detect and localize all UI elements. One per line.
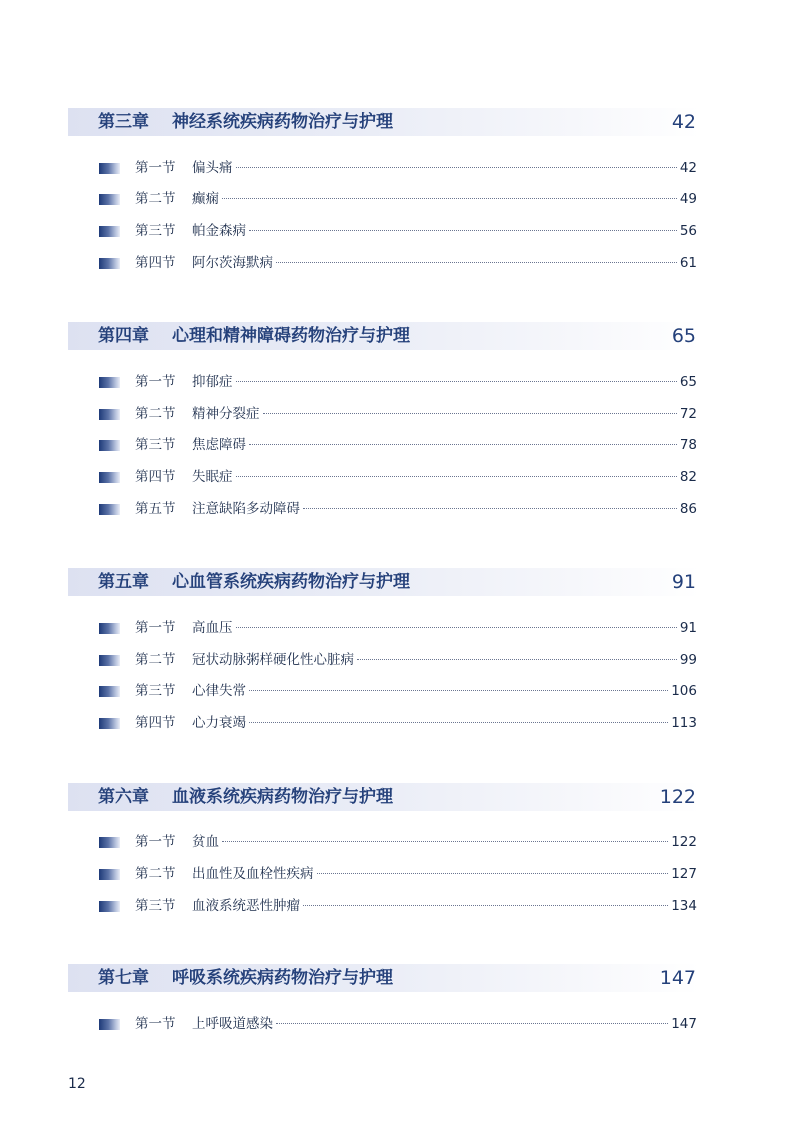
section-row xyxy=(192,372,697,392)
section-page: 49 xyxy=(679,191,697,207)
section-page: 72 xyxy=(679,406,697,422)
section-number: 第三节 xyxy=(135,223,176,239)
section-marker-icon xyxy=(99,409,120,420)
section-title: 冠状动脉粥样硬化性心脏病 xyxy=(192,652,354,668)
section-number: 第五节 xyxy=(135,501,176,517)
section-marker-icon xyxy=(99,226,120,237)
section-title: 偏头痛 xyxy=(192,160,233,176)
section-marker-icon xyxy=(99,472,120,483)
section-marker-icon xyxy=(99,718,120,729)
dot-leader xyxy=(236,627,677,628)
section-marker-icon xyxy=(99,901,120,912)
section-page: 86 xyxy=(679,501,697,517)
chapter-page: 42 xyxy=(671,111,696,133)
dot-leader xyxy=(357,659,677,660)
section-marker-icon xyxy=(99,686,120,697)
section-number: 第四节 xyxy=(135,469,176,485)
chapter-page: 91 xyxy=(671,571,696,593)
dot-leader xyxy=(236,167,677,168)
section-title: 上呼吸道感染 xyxy=(192,1016,273,1032)
section-page: 122 xyxy=(671,834,697,850)
section-marker-icon xyxy=(99,1019,120,1030)
section-number: 第三节 xyxy=(135,683,176,699)
section-marker-icon xyxy=(99,655,120,666)
section-marker-icon xyxy=(99,837,120,848)
section-entry[interactable] xyxy=(0,681,800,701)
dot-leader xyxy=(249,690,668,691)
chapter-number: 第三章 xyxy=(98,112,149,132)
chapter-title: 神经系统疾病药物治疗与护理 xyxy=(172,112,393,132)
section-row xyxy=(192,404,697,424)
section-page: 82 xyxy=(679,469,697,485)
section-entry[interactable] xyxy=(0,832,800,852)
section-page: 147 xyxy=(671,1016,697,1032)
section-entry[interactable] xyxy=(0,372,800,392)
section-title: 焦虑障碍 xyxy=(192,437,246,453)
section-title: 注意缺陷多动障碍 xyxy=(192,501,300,517)
section-row xyxy=(192,158,697,178)
section-page: 65 xyxy=(679,374,697,390)
section-number: 第一节 xyxy=(135,620,176,636)
dot-leader xyxy=(317,873,669,874)
section-row xyxy=(192,1014,697,1034)
section-row xyxy=(192,253,697,273)
section-number: 第一节 xyxy=(135,834,176,850)
chapter-page: 147 xyxy=(659,967,696,989)
section-row xyxy=(192,221,697,241)
dot-leader xyxy=(276,262,677,263)
dot-leader xyxy=(303,508,677,509)
chapter-number: 第四章 xyxy=(98,326,149,346)
section-entry[interactable] xyxy=(0,618,800,638)
section-page: 78 xyxy=(679,437,697,453)
section-entry[interactable] xyxy=(0,189,800,209)
section-row xyxy=(192,713,697,733)
section-page: 106 xyxy=(671,683,697,699)
chapter-number: 第五章 xyxy=(98,572,149,592)
section-entry[interactable] xyxy=(0,1014,800,1034)
section-title: 抑郁症 xyxy=(192,374,233,390)
dot-leader xyxy=(249,722,668,723)
section-row xyxy=(192,499,697,519)
section-marker-icon xyxy=(99,258,120,269)
section-entry[interactable] xyxy=(0,713,800,733)
section-number: 第二节 xyxy=(135,652,176,668)
section-page: 99 xyxy=(679,652,697,668)
section-entry[interactable] xyxy=(0,435,800,455)
section-row xyxy=(192,896,697,916)
section-title: 贫血 xyxy=(192,834,219,850)
section-marker-icon xyxy=(99,623,120,634)
section-title: 高血压 xyxy=(192,620,233,636)
section-row xyxy=(192,864,697,884)
section-title: 阿尔茨海默病 xyxy=(192,255,273,271)
dot-leader xyxy=(249,230,677,231)
section-marker-icon xyxy=(99,163,120,174)
dot-leader xyxy=(236,476,677,477)
section-marker-icon xyxy=(99,194,120,205)
section-page: 127 xyxy=(671,866,697,882)
section-row xyxy=(192,467,697,487)
section-number: 第二节 xyxy=(135,191,176,207)
section-number: 第一节 xyxy=(135,374,176,390)
section-row xyxy=(192,681,697,701)
section-title: 帕金森病 xyxy=(192,223,246,239)
section-entry[interactable] xyxy=(0,158,800,178)
dot-leader xyxy=(222,841,668,842)
dot-leader xyxy=(222,198,677,199)
chapter-number: 第七章 xyxy=(98,968,149,988)
section-page: 42 xyxy=(679,160,697,176)
section-title: 出血性及血栓性疾病 xyxy=(192,866,314,882)
dot-leader xyxy=(236,381,677,382)
section-marker-icon xyxy=(99,504,120,515)
chapter-title: 呼吸系统疾病药物治疗与护理 xyxy=(172,968,393,988)
chapter-page: 65 xyxy=(671,325,696,347)
section-page: 134 xyxy=(671,898,697,914)
section-entry[interactable] xyxy=(0,896,800,916)
section-row xyxy=(192,832,697,852)
section-row xyxy=(192,435,697,455)
section-number: 第二节 xyxy=(135,866,176,882)
chapter-title: 心理和精神障碍药物治疗与护理 xyxy=(172,326,410,346)
section-page: 113 xyxy=(671,715,697,731)
dot-leader xyxy=(263,413,677,414)
section-number: 第三节 xyxy=(135,898,176,914)
chapter-number: 第六章 xyxy=(98,787,149,807)
section-entry[interactable] xyxy=(0,253,800,273)
section-entry[interactable] xyxy=(0,499,800,519)
section-entry[interactable] xyxy=(0,650,800,670)
section-entry[interactable] xyxy=(0,221,800,241)
section-row xyxy=(192,650,697,670)
section-number: 第一节 xyxy=(135,1016,176,1032)
section-marker-icon xyxy=(99,869,120,880)
section-number: 第三节 xyxy=(135,437,176,453)
page-number: 12 xyxy=(68,1076,86,1092)
chapter-title: 血液系统疾病药物治疗与护理 xyxy=(172,787,393,807)
dot-leader xyxy=(249,444,677,445)
section-row xyxy=(192,618,697,638)
section-marker-icon xyxy=(99,377,120,388)
section-entry[interactable] xyxy=(0,404,800,424)
section-number: 第二节 xyxy=(135,406,176,422)
section-title: 癫痫 xyxy=(192,191,219,207)
section-title: 心律失常 xyxy=(192,683,246,699)
section-title: 失眠症 xyxy=(192,469,233,485)
section-entry[interactable] xyxy=(0,864,800,884)
section-row xyxy=(192,189,697,209)
chapter-page: 122 xyxy=(659,786,696,808)
section-title: 精神分裂症 xyxy=(192,406,260,422)
dot-leader xyxy=(276,1023,668,1024)
section-entry[interactable] xyxy=(0,467,800,487)
section-number: 第四节 xyxy=(135,255,176,271)
chapter-title: 心血管系统疾病药物治疗与护理 xyxy=(172,572,410,592)
section-title: 血液系统恶性肿瘤 xyxy=(192,898,300,914)
section-number: 第四节 xyxy=(135,715,176,731)
section-marker-icon xyxy=(99,440,120,451)
section-page: 91 xyxy=(679,620,697,636)
section-title: 心力衰竭 xyxy=(192,715,246,731)
section-page: 61 xyxy=(679,255,697,271)
section-page: 56 xyxy=(679,223,697,239)
dot-leader xyxy=(303,905,668,906)
section-number: 第一节 xyxy=(135,160,176,176)
